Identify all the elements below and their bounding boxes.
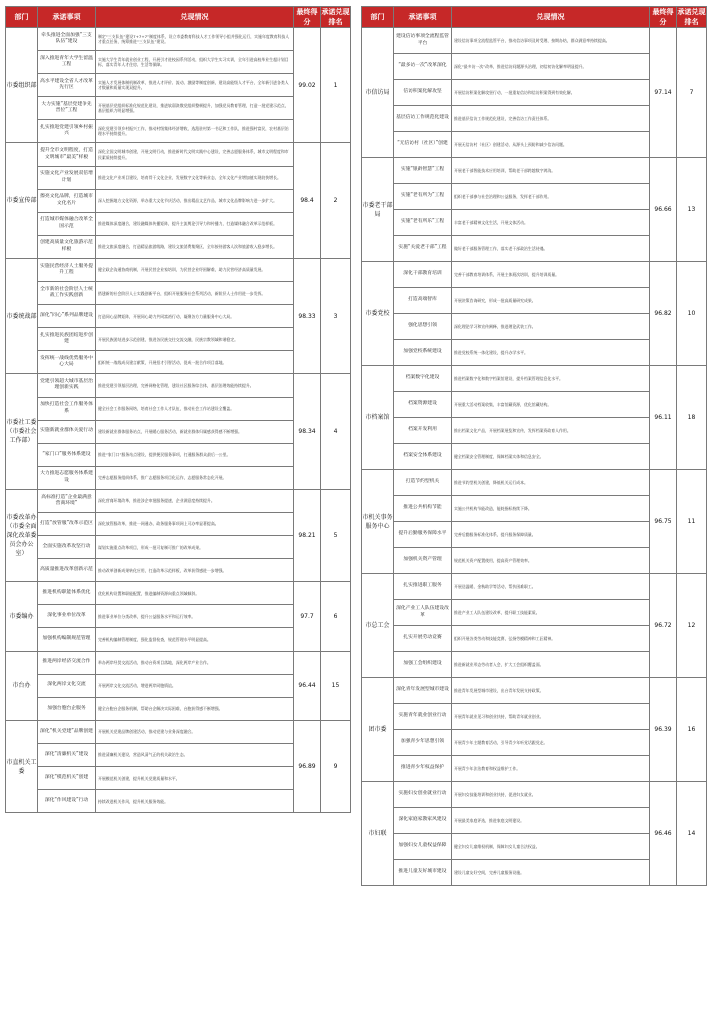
fulfillment-cell: 打造同心品牌矩阵，开展同心助力共同富裕行动，凝聚各方力量服务中心大局。: [96, 305, 294, 328]
commitment-item-cell: 全面实施改革攻坚行动: [38, 536, 96, 559]
fulfillment-cell: 推进媒体深度融合，建设融媒体传播矩阵，提升主流舆论引导力和传播力，打造媒体融合改革示范样板。: [96, 212, 294, 235]
rank-cell: 2: [321, 143, 351, 258]
commitment-item-cell: 推进机构职能体系优化: [38, 582, 96, 605]
table-header: [362, 7, 707, 28]
fulfillment-cell: 开展青少年法治教育和权益维护工作。: [452, 756, 650, 782]
table-row: [6, 374, 351, 397]
fulfillment-cell: 推进文化产业项目建设，培育骨干文化企业，发展数字文化等新业态，全年文化产业增加值实现较快增长。: [96, 166, 294, 189]
fulfillment-cell: 完善机构编制管理制度，强化监督检查，规范管理水平明显提高。: [96, 628, 294, 651]
table-row: [362, 782, 707, 808]
commitment-item-cell: 扎实推进职工服务: [394, 574, 452, 600]
commitment-item-cell: 实施青年就业创业行动: [394, 704, 452, 730]
fulfillment-cell: 开展妇女技能培训和创业扶持，促进妇女就业。: [452, 782, 650, 808]
fulfillment-cell: 组织开展各类劳动和技能竞赛，弘扬劳模精神和工匠精神。: [452, 626, 650, 652]
commitment-item-cell: 实施“关爱老干部”工程: [394, 236, 452, 262]
commitment-item-cell: 深入推进青年大学生留温工程: [38, 51, 96, 74]
fulfillment-cell: 推进党校系统一体化建设，提升办学水平。: [452, 340, 650, 366]
fulfillment-cell: 制定“三支队伍”建设7+7+7”制度体系，设立市委教育科技人才工作领导小组并强化运行，实施年度教育科技人才重点任务，统筹推进“三支队伍”建设。: [96, 28, 294, 51]
fulfillment-cell: 谋划实施重点改革项目，形成一批可复制可推广的改革成果。: [96, 536, 294, 559]
commitment-item-cell: 打造城市媒体融合改革全国示范: [38, 212, 96, 235]
commitment-item-cell: 档案数字化建设: [394, 366, 452, 392]
table-row: [362, 366, 707, 392]
final-score-cell: 96.72: [650, 574, 677, 678]
commitment-item-cell: 提升全市文明程度，打造文明城市“最美”样板: [38, 143, 96, 166]
final-score-cell: 99.02: [294, 28, 321, 143]
department-cell: 市委组织部: [6, 28, 38, 143]
header-rank: 承诺兑现排名: [321, 8, 350, 26]
fulfillment-cell: 开展老干部智能技术应用培训，帮助老干部跨越数字鸿沟。: [452, 158, 650, 184]
commitment-item-cell: 推进儿童友好城市建设: [394, 860, 452, 886]
fulfillment-cell: 深化理论学习和宣传阐释，推进理论武装工作。: [452, 314, 650, 340]
commitment-item-cell: 实施新就业群体关爱行动: [38, 420, 96, 443]
commitment-item-cell: 加强党校系统建设: [394, 340, 452, 366]
commitment-item-cell: 推进两岸经济交流合作: [38, 651, 96, 674]
fulfillment-cell: 深化党建引领乡村振兴工作，推动村级集体经济增收，选派驻村第一书记和工作队，推进强村富民，农村基层治理水平持续提升。: [96, 120, 294, 143]
rank-cell: 10: [677, 262, 707, 366]
rank-cell: 9: [321, 720, 351, 812]
department-cell: 市委改革办（市委全面深化改革委员会办公室）: [6, 489, 38, 581]
commitment-item-cell: 加强台胞台企服务: [38, 697, 96, 720]
commitment-item-cell: “最多访一次”改革深化: [394, 54, 452, 80]
rank-cell: 7: [677, 28, 707, 158]
fulfillment-cell: 推出档案文化产品，开展档案展览和宣传，发挥档案资政育人作用。: [452, 418, 650, 444]
commitment-item-cell: 加强工会组织建设: [394, 652, 452, 678]
fulfillment-cell: 丰富老干部精神文化生活，开展文体活动。: [452, 210, 650, 236]
department-cell: 市委宣传部: [6, 143, 38, 258]
fulfillment-cell: 组织老干部参与社会治理和公益服务，发挥老干部作用。: [452, 184, 650, 210]
commitment-item-cell: 加强妇女儿童权益保障: [394, 834, 452, 860]
fulfillment-cell: 推进新就业形态劳动者入会，扩大工会组织覆盖面。: [452, 652, 650, 678]
commitment-item-cell: 加强机关资产管理: [394, 548, 452, 574]
table-row: [6, 258, 351, 281]
department-cell: 市委老干部局: [362, 158, 394, 262]
commitment-item-cell: 档案资源建设: [394, 392, 452, 418]
fulfillment-cell: 建设信访事项全流程监管平台，推动信访事项及时受理、按期办结，群众满意率持续提高。: [452, 28, 650, 54]
final-score-cell: 96.44: [294, 651, 321, 720]
table-row: [362, 574, 707, 600]
commitment-item-cell: 大力推进志愿服务体系建设: [38, 466, 96, 489]
commitment-item-cell: 深化“机关党建”品牌创建: [38, 720, 96, 743]
commitment-item-cell: 深化事业单位改革: [38, 605, 96, 628]
header-fulfillment: 兑现情况: [452, 7, 650, 28]
commitment-item-cell: 档案开发利用: [394, 418, 452, 444]
commitment-item-cell: 创建高质量文化旅游示范样板: [38, 235, 96, 258]
commitment-item-cell: 基层信访工作规范化建设: [394, 106, 452, 132]
fulfillment-cell: 推进青年发展型城市建设，出台青年发展支持政策。: [452, 678, 650, 704]
commitment-item-cell: 打造节约型机关: [394, 470, 452, 496]
final-score-cell: 98.34: [294, 374, 321, 489]
fulfillment-cell: 开展无信访村（社区）创建活动，从源头上预防和减少信访问题。: [452, 132, 650, 158]
final-score-cell: 96.89: [294, 720, 321, 812]
rank-cell: 1: [321, 28, 351, 143]
rank-cell: 15: [321, 651, 351, 720]
commitment-item-cell: 高质量推进改革创新示范: [38, 559, 96, 582]
final-score-cell: 97.14: [650, 28, 677, 158]
commitment-item-cell: 发挥统一战线优势服务中心大局: [38, 351, 96, 374]
fulfillment-cell: 推进基层信访工作规范化建设，完善信访工作责任体系。: [452, 106, 650, 132]
fulfillment-cell: 开展重大活动档案收集，丰富馆藏资源，优化馆藏结构。: [452, 392, 650, 418]
table-row: [6, 582, 351, 605]
department-cell: 市委社工委（市委社会工作部）: [6, 374, 38, 489]
fulfillment-cell: 开展最美家庭评选，推进家庭文明建设。: [452, 808, 650, 834]
fulfillment-cell: 完善干部教育培训体系，开展主体班次培训，提升培训质量。: [452, 262, 650, 288]
commitment-item-cell: 深化两岸文化交流: [38, 674, 96, 697]
commitment-item-cell: 档案安全体系建设: [394, 444, 452, 470]
commitment-item-cell: 推进青少年权益保护: [394, 756, 452, 782]
commitment-item-cell: 实施文化产业发展双倍增计划: [38, 166, 96, 189]
final-score-cell: 96.66: [650, 158, 677, 262]
fulfillment-cell: 深化“最多访一次”改革，推进信访问题源头治理，初信初访化解率明显提升。: [452, 54, 650, 80]
commitment-item-cell: 打造“放管服”改革示范区: [38, 512, 96, 535]
fulfillment-cell: 深化全国文明城市创建，开展文明行动，推进新时代文明实践中心建设，完善志愿服务体系，城市文明程度和市民素质持续提升。: [96, 143, 294, 166]
header-final-score: 最终得分: [650, 7, 677, 28]
fulfillment-cell: 举办两岸经贸交流活动，推动台资项目落地，深化两岸产业合作。: [96, 651, 294, 674]
department-cell: 市委统战部: [6, 258, 38, 373]
fulfillment-cell: 健全台胞台企服务机制，帮助台企解决实际困难，台胞获得感不断增强。: [96, 697, 294, 720]
table-row: [6, 489, 351, 512]
fulfillment-cell: 建设儿童友好空间，完善儿童服务设施。: [452, 860, 650, 886]
fulfillment-cell: 实施大学生青年就业创业工程，开展引才进校园系列活动，组织大学生实习实训，全年引进高校毕业生超计划目标，落实青年人才住房、生活等保障。: [96, 51, 294, 74]
commitment-item-cell: 高水平建设全省人才改革先行区: [38, 74, 96, 97]
fulfillment-cell: 推进事业单位分类改革，提升公益服务水平和运行效率。: [96, 605, 294, 628]
department-cell: 市委党校: [362, 262, 394, 366]
commitment-item-cell: 深化产业工人队伍建设改革: [394, 600, 452, 626]
fulfillment-cell: 推进清廉机关建设，营造风清气正的机关政治生态。: [96, 743, 294, 766]
rank-cell: 5: [321, 489, 351, 581]
fulfillment-cell: 开展青少年主题教育活动，引导青少年听党话跟党走。: [452, 730, 650, 756]
rank-cell: 11: [677, 470, 707, 574]
commitment-item-cell: “家门口”服务体系建设: [38, 443, 96, 466]
final-score-cell: 96.75: [650, 470, 677, 574]
commitment-item-cell: 加快打造社会工作服务体系: [38, 397, 96, 420]
commitment-item-cell: 深化“模范机关”创建: [38, 767, 96, 790]
fulfillment-cell: 深化营商环境改革，推进涉企审批服务提速，企业满意度持续提升。: [96, 489, 294, 512]
table-row: [362, 262, 707, 288]
commitment-table-left: [5, 6, 351, 813]
fulfillment-cell: 健全妇女儿童维权机制，保障妇女儿童合法权益。: [452, 834, 650, 860]
table-row: [362, 158, 707, 184]
fulfillment-cell: 开展机关党建品牌创建活动，推动党建与业务深度融合。: [96, 720, 294, 743]
commitment-item-cell: 实施“老有所乐”工程: [394, 210, 452, 236]
fulfillment-cell: 实施公共机构节能改造，能耗指标持续下降。: [452, 496, 650, 522]
final-score-cell: 96.39: [650, 678, 677, 782]
fulfillment-cell: 规范机关资产配置使用，提高资产管理效率。: [452, 548, 650, 574]
commitment-item-cell: 深化“作风建设”行动: [38, 790, 96, 813]
department-cell: 市档案馆: [362, 366, 394, 470]
commitment-item-cell: 扎实开展劳动竞赛: [394, 626, 452, 652]
fulfillment-cell: 推进党建引领基层治理，完善网格化管理，建设社区服务综合体，基层治理效能持续提升。: [96, 374, 294, 397]
commitment-item-cell: 全市新的社会阶层人士统战工作实践创新: [38, 282, 96, 305]
rank-cell: 18: [677, 366, 707, 470]
fulfillment-cell: 深化放管服改革，推进一网通办，政务服务事项网上可办率显著提高。: [96, 512, 294, 535]
header-final-score: 最终得分: [294, 7, 321, 28]
commitment-item-cell: 深化“同心”系列品牌建设: [38, 305, 96, 328]
final-score-cell: 98.21: [294, 489, 321, 581]
commitment-item-cell: 加强青少年思想引领: [394, 730, 452, 756]
table-row: [6, 720, 351, 743]
department-cell: 团市委: [362, 678, 394, 782]
department-cell: 市机关事务服务中心: [362, 470, 394, 574]
fulfillment-cell: 开展决策咨询研究，形成一批高质量研究成果。: [452, 288, 650, 314]
rank-cell: 6: [321, 582, 351, 651]
final-score-cell: 98.33: [294, 258, 321, 373]
commitment-item-cell: 提升后勤服务保障水平: [394, 522, 452, 548]
header-department: 部门: [6, 7, 38, 28]
rank-cell: 13: [677, 158, 707, 262]
commitment-item-cell: 党建引领超大城市基层治理创新实践: [38, 374, 96, 397]
fulfillment-cell: 推进档案数字化和数字档案馆建设，提升档案管理信息化水平。: [452, 366, 650, 392]
fulfillment-cell: 深入挖掘地方文化资源，举办重大文化节庆活动，推出精品文艺作品，城市文化品牌影响力进一步扩大。: [96, 189, 294, 212]
table-row: [6, 28, 351, 51]
header-department: 部门: [362, 7, 394, 28]
commitment-item-cell: 牵头推进全面加强“三支队伍”建设: [38, 28, 96, 51]
department-cell: 市直机关工委: [6, 720, 38, 812]
commitment-item-cell: 深化家庭家教家风建设: [394, 808, 452, 834]
fulfillment-cell: 推动改革创新成果转化应用，打造改革示范样板，改革获得感进一步增强。: [96, 559, 294, 582]
commitment-item-cell: 大力实施“基层党建争先晋位”工程: [38, 97, 96, 120]
fulfillment-cell: 开展送温暖、金秋助学等活动，帮扶困难职工。: [452, 574, 650, 600]
commitment-item-cell: “无信访村（社区）”创建: [394, 132, 452, 158]
table-header: [6, 7, 351, 28]
header-commitment: 承诺事项: [38, 7, 96, 28]
commitment-item-cell: 深化干部教育培训: [394, 262, 452, 288]
final-score-cell: 97.7: [294, 582, 321, 651]
commitment-table-right: [361, 6, 707, 886]
final-score-cell: 98.4: [294, 143, 321, 258]
department-cell: 市委编办: [6, 582, 38, 651]
fulfillment-cell: 健全档案安全管理制度，保障档案实体和信息安全。: [452, 444, 650, 470]
commitment-item-cell: 信访积案化解攻坚: [394, 80, 452, 106]
final-score-cell: 96.46: [650, 782, 677, 886]
commitment-item-cell: 扎实推进民族团结进步创建: [38, 328, 96, 351]
header-rank: 承诺兑现排名: [677, 8, 706, 26]
table-row: [362, 28, 707, 54]
fulfillment-cell: 建设新就业群体服务站点，开展暖心服务活动，新就业群体归属感获得感不断增强。: [96, 420, 294, 443]
department-cell: 市妇联: [362, 782, 394, 886]
department-cell: 市总工会: [362, 574, 394, 678]
commitment-item-cell: 实施“银龄智慧”工程: [394, 158, 452, 184]
final-score-cell: 96.82: [650, 262, 677, 366]
commitment-item-cell: 打造高端智库: [394, 288, 452, 314]
fulfillment-cell: 开展青年就业见习和创业扶持，帮助青年就业创业。: [452, 704, 650, 730]
fulfillment-cell: 组织统一战线成员建言献策，开展招才引智活动，促成一批合作项目落地。: [96, 351, 294, 374]
commitment-item-cell: 扎实推进党建引领乡村振兴: [38, 120, 96, 143]
fulfillment-cell: 持续改进机关作风，提升机关服务效能。: [96, 790, 294, 813]
fulfillment-cell: 实施人才发展体制机制改革，推进人才评价、流动、激励等制度创新，建设高能级人才平台，全年新引进各类人才数量和质量实现双提升。: [96, 74, 294, 97]
fulfillment-cell: 开展两岸文化交流活动，增进两岸同胞情谊。: [96, 674, 294, 697]
fulfillment-cell: 推进“家门口”服务站点建设，提供便民服务事项，打通服务群众最后一公里。: [96, 443, 294, 466]
commitment-item-cell: 深化“清廉机关”建设: [38, 743, 96, 766]
fulfillment-cell: 推进产业工人队伍建设改革，提升职工技能素质。: [452, 600, 650, 626]
commitment-item-cell: 高标准打造“企业最满意营商环境”: [38, 489, 96, 512]
fulfillment-cell: 开展信访积案化解攻坚行动，一批重复信访和信访积案得到有效化解。: [452, 80, 650, 106]
fulfillment-cell: 开展基层党组织标准化规范化建设，推进软弱涣散党组织整顿提升，加强党员教育管理，打造一批党建示范点，基层组织力明显增强。: [96, 97, 294, 120]
fulfillment-cell: 健全政企沟通协商机制，开展民营企业家培训，为民营企业纾困解难，助力民营经济高质量发展。: [96, 258, 294, 281]
rank-cell: 4: [321, 374, 351, 489]
rank-cell: 16: [677, 678, 707, 782]
header-fulfillment: 兑现情况: [96, 7, 294, 28]
commitment-item-cell: 深化青年发展型城市建设: [394, 678, 452, 704]
final-score-cell: 96.11: [650, 366, 677, 470]
fulfillment-cell: 开展民族团结进步示范创建，推进各民族交往交流交融，民族宗教领域和谐稳定。: [96, 328, 294, 351]
fulfillment-cell: 搭建新的社会阶层人士实践创新平台，组织开展服务社会系列活动，新阶层人士作用进一步发挥。: [96, 282, 294, 305]
commitment-item-cell: 实施妇女创业就业行动: [394, 782, 452, 808]
table-row: [362, 678, 707, 704]
department-cell: 市信访局: [362, 28, 394, 158]
rank-cell: 14: [677, 782, 707, 886]
table-row: [6, 651, 351, 674]
rank-cell: 12: [677, 574, 707, 678]
table-row: [362, 470, 707, 496]
commitment-item-cell: 推进公共机构节能: [394, 496, 452, 522]
fulfillment-cell: 健全社会工作服务网络，培育社会工作人才队伍，推动社会工作站建设全覆盖。: [96, 397, 294, 420]
fulfillment-cell: 做好老干部服务管理工作，落实老干部政治生活待遇。: [452, 236, 650, 262]
table-row: [6, 143, 351, 166]
department-cell: 市台办: [6, 651, 38, 720]
commitment-item-cell: 建设信访事项全流程监管平台: [394, 28, 452, 54]
commitment-item-cell: 实施民营经济人士服务提升工程: [38, 258, 96, 281]
commitment-item-cell: 实施“老有所为”工程: [394, 184, 452, 210]
commitment-item-cell: 擦亮文化品牌，打造城市文化名片: [38, 189, 96, 212]
commitment-item-cell: 加强机构编制规范管理: [38, 628, 96, 651]
fulfillment-cell: 优化机构设置和职能配置，推进编制资源向重点领域倾斜。: [96, 582, 294, 605]
fulfillment-cell: 推进文旅深度融合，打造精品旅游线路，建设文旅消费集聚区，全年接待游客人次和旅游收入稳步增长。: [96, 235, 294, 258]
fulfillment-cell: 推进节约型机关创建，降低机关运行成本。: [452, 470, 650, 496]
fulfillment-cell: 开展模范机关创建，提升机关党建质量和水平。: [96, 767, 294, 790]
rank-cell: 3: [321, 258, 351, 373]
fulfillment-cell: 完善志愿服务组织体系，推广志愿服务项目化运作，志愿服务常态化开展。: [96, 466, 294, 489]
header-commitment: 承诺事项: [394, 7, 452, 28]
commitment-item-cell: 强化思想引领: [394, 314, 452, 340]
fulfillment-cell: 完善后勤服务标准化体系，提升服务保障质量。: [452, 522, 650, 548]
